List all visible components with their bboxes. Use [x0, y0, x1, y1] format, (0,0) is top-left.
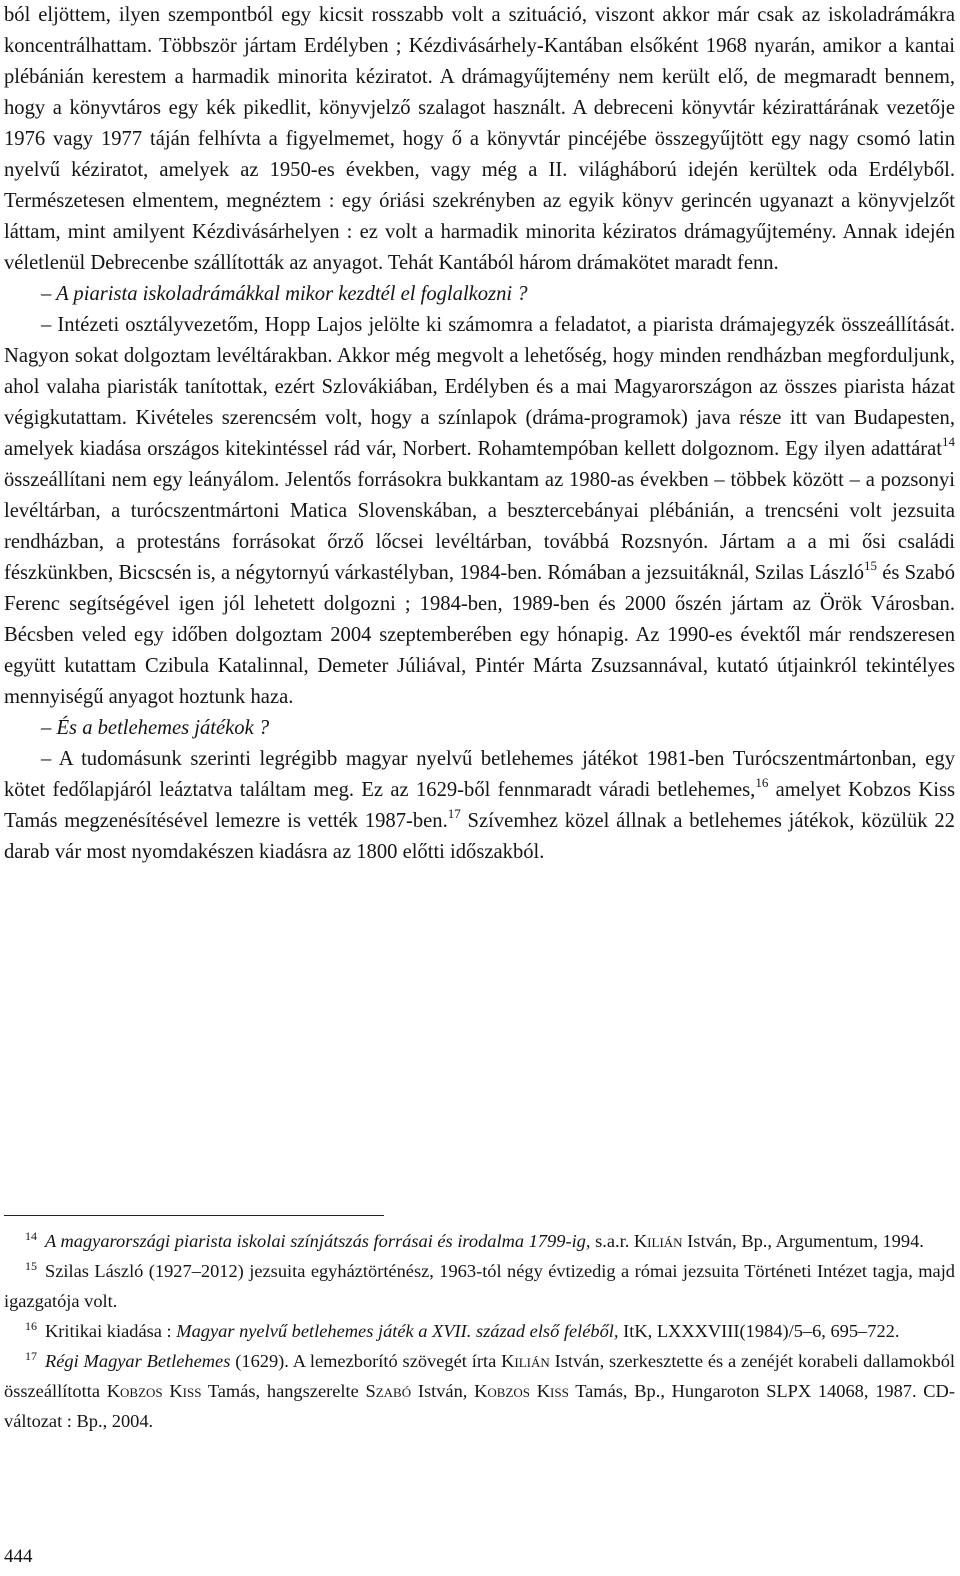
footnote-text: István, Bp., Argumentum, 1994. — [682, 1231, 924, 1251]
answer-text: amelyet Kobzos Kiss Tamás megzenésítésével lemezre is vették 1987-ben. — [4, 779, 955, 832]
footnote-ref-16[interactable]: 16 — [755, 775, 769, 791]
answer-text: – Intézeti osztályvezetőm, Hopp Lajos jelölte ki számomra a feladatot, a piarista drámajegyzék összeállítását. Nagyon sokat dolgoztam levéltárakban. Akkor még megvolt a lehetőség, hogy minden rendházban megforduljunk, ahol valaha piaristák tanítottak, ezért Szlovákiában, Erdélyben és a mai Magyarországon az összes piarista házat végigkutattam. Kivételes szerencsém volt, hogy a színlapok (dráma-programok) java része itt van Budapesten, amelyek kiadása országos kitekintéssel rád vár, Norbert. Rohamtempóban kellett dolgoznom. Egy ilyen adattárat — [4, 314, 955, 460]
footnote-divider — [4, 1215, 384, 1216]
answer-text: Szívemhez közel állnak a betlehemes játékok, közülük 22 darab vár most nyomdakészen kiadásra az 1800 előtti időszakból. — [4, 810, 955, 863]
footnote-text: István, szerkesztette és a zenéjét korabeli dallamokból összeállította — [4, 1351, 956, 1401]
footnote-15 — [4, 1256, 955, 1316]
author-name: Kobzos Kiss — [106, 1381, 202, 1401]
footnote-title: Régi Magyar Betlehemes — [45, 1351, 231, 1371]
footnote-text: István, — [411, 1381, 475, 1401]
footnotes — [4, 1226, 955, 1436]
question-text: – És a betlehemes játékok ? — [41, 717, 270, 739]
author-name: Kilián — [633, 1231, 683, 1251]
footnote-text: (1629). A lemezborító szövegét írta — [230, 1351, 502, 1371]
interview-answer-1 — [4, 310, 955, 713]
question-text: – A piarista iskoladrámákkal mikor kezdtél el foglalkozni ? — [41, 283, 528, 305]
author-name: Szabó — [365, 1381, 412, 1401]
footnote-text: ItK, LXXXVIII(1984)/5–6, 695–722. — [618, 1321, 900, 1341]
footnote-title: Magyar nyelvű betlehemes játék a XVII. század első feléből, — [176, 1321, 619, 1341]
footnote-text: Tamás, Bp., Hungaroton SLPX 14068, 1987. CD-változat : Bp., 2004. — [4, 1381, 955, 1431]
author-name: Kilián — [501, 1351, 550, 1371]
footnote-title: A magyarországi piarista iskolai színjátszás forrásai és irodalma 1799-ig, — [45, 1231, 591, 1251]
interview-answer-2 — [4, 744, 955, 868]
footnote-14 — [4, 1226, 955, 1256]
main-text — [4, 0, 955, 868]
paragraph-continuation: ból eljöttem, ilyen szempontból egy kicsit rosszabb volt a szituáció, viszont akkor már csak az iskoladrámákra koncentrálhattam. Többször jártam Erdélyben ; Kézdivásárhely-Kantában elsőként 1968 nyarán, amikor a kantai plébánián kerestem a harmadik minorita kéziratot. A drámagyűjtemény nem került elő, de megmaradt bennem, hogy a könyvtáros egy kék pikedlit, könyvjelző szalagot használt. A debreceni könyvtár kézirattárának vezetője 1976 vagy 1977 táján felhívta a figyelmemet, hogy ő a könyvtár pincéjébe összegyűjtött egy nagy csomó latin nyelvű kéziratot, amelyek az 1950-es években, vagy még a II. világháború idején kerültek oda Erdélyből. Természetesen elmentem, megnéztem : egy óriási szekrényben az egyik könyv gerincén ugyanazt a könyvjelzőt láttam, mint amilyent Kézdivásárhelyen : ez volt a harmadik minorita kéziratos drámagyűjtemény. Annak idején véletlenül Debrecenbe szállították az anyagot. Tehát Kantából három drámakötet maradt fenn. — [4, 4, 955, 274]
footnote-ref-17[interactable]: 17 — [447, 806, 461, 822]
footnote-text: Szilas László (1927–2012) jezsuita egyháztörténész, 1963-tól négy évtizedig a római jezsuita Történeti Intézet tagja, majd igazgatója volt. — [4, 1261, 955, 1311]
footnote-number: 15 — [25, 1258, 37, 1273]
footnote-text: Kritikai kiadása : — [45, 1321, 177, 1341]
interview-question-1 — [4, 279, 955, 310]
page-number: 444 — [4, 1546, 33, 1567]
footnote-16 — [4, 1316, 955, 1346]
author-name: Kobzos Kiss — [474, 1381, 569, 1401]
footnote-ref-15[interactable]: 15 — [864, 558, 878, 574]
answer-text: összeállítani nem egy leányálom. Jelentős forrásokra bukkantam az 1980-as években – többek között – a pozsonyi levéltárban, a turócszentmártoni Matica Slovenskában, a besztercebányai plébánián, a trencséni volt jezsuita rendházban, a protestáns forrásokat őrző lőcsei levéltárban, továbbá Rozsnyón. Jártam a a mi ősi családi fészkünkben, Bicscsén is, a négytornyú várkastélyban, 1984-ben. Rómában a jezsuitáknál, Szilas László — [4, 469, 955, 584]
footnote-text: s.a.r. — [590, 1231, 634, 1251]
answer-text: és Szabó Ferenc segítségével igen jól lehetett dolgozni ; 1984-ben, 1989-ben és 2000 őszén jártam az Örök Városban. Bécsben veled egy időben dolgoztam 2004 szeptemberében egy hónapig. Az 1990-es évektől már rendszeresen együtt kutattam Czibula Katalinnal, Demeter Júliával, Pintér Márta Zsuzsannával, kutató útjainkról tekintélyes mennyiségű anyagot hoztunk haza. — [4, 562, 956, 708]
footnote-ref-14[interactable]: 14 — [942, 434, 955, 450]
answer-text: – A tudomásunk szerinti legrégibb magyar nyelvű betlehemes játékot 1981-ben Turócszentmártonban, egy kötet fedőlapjáról leáztatva találtam meg. Ez az 1629-ből fennmaradt váradi betlehemes, — [4, 748, 955, 801]
footnote-number: 17 — [25, 1348, 37, 1363]
footnote-number: 14 — [25, 1228, 37, 1243]
footnote-text: Tamás, hangszerelte — [201, 1381, 366, 1401]
footnote-number: 16 — [25, 1318, 37, 1333]
footnote-17 — [4, 1346, 955, 1436]
interview-question-2 — [4, 713, 955, 744]
